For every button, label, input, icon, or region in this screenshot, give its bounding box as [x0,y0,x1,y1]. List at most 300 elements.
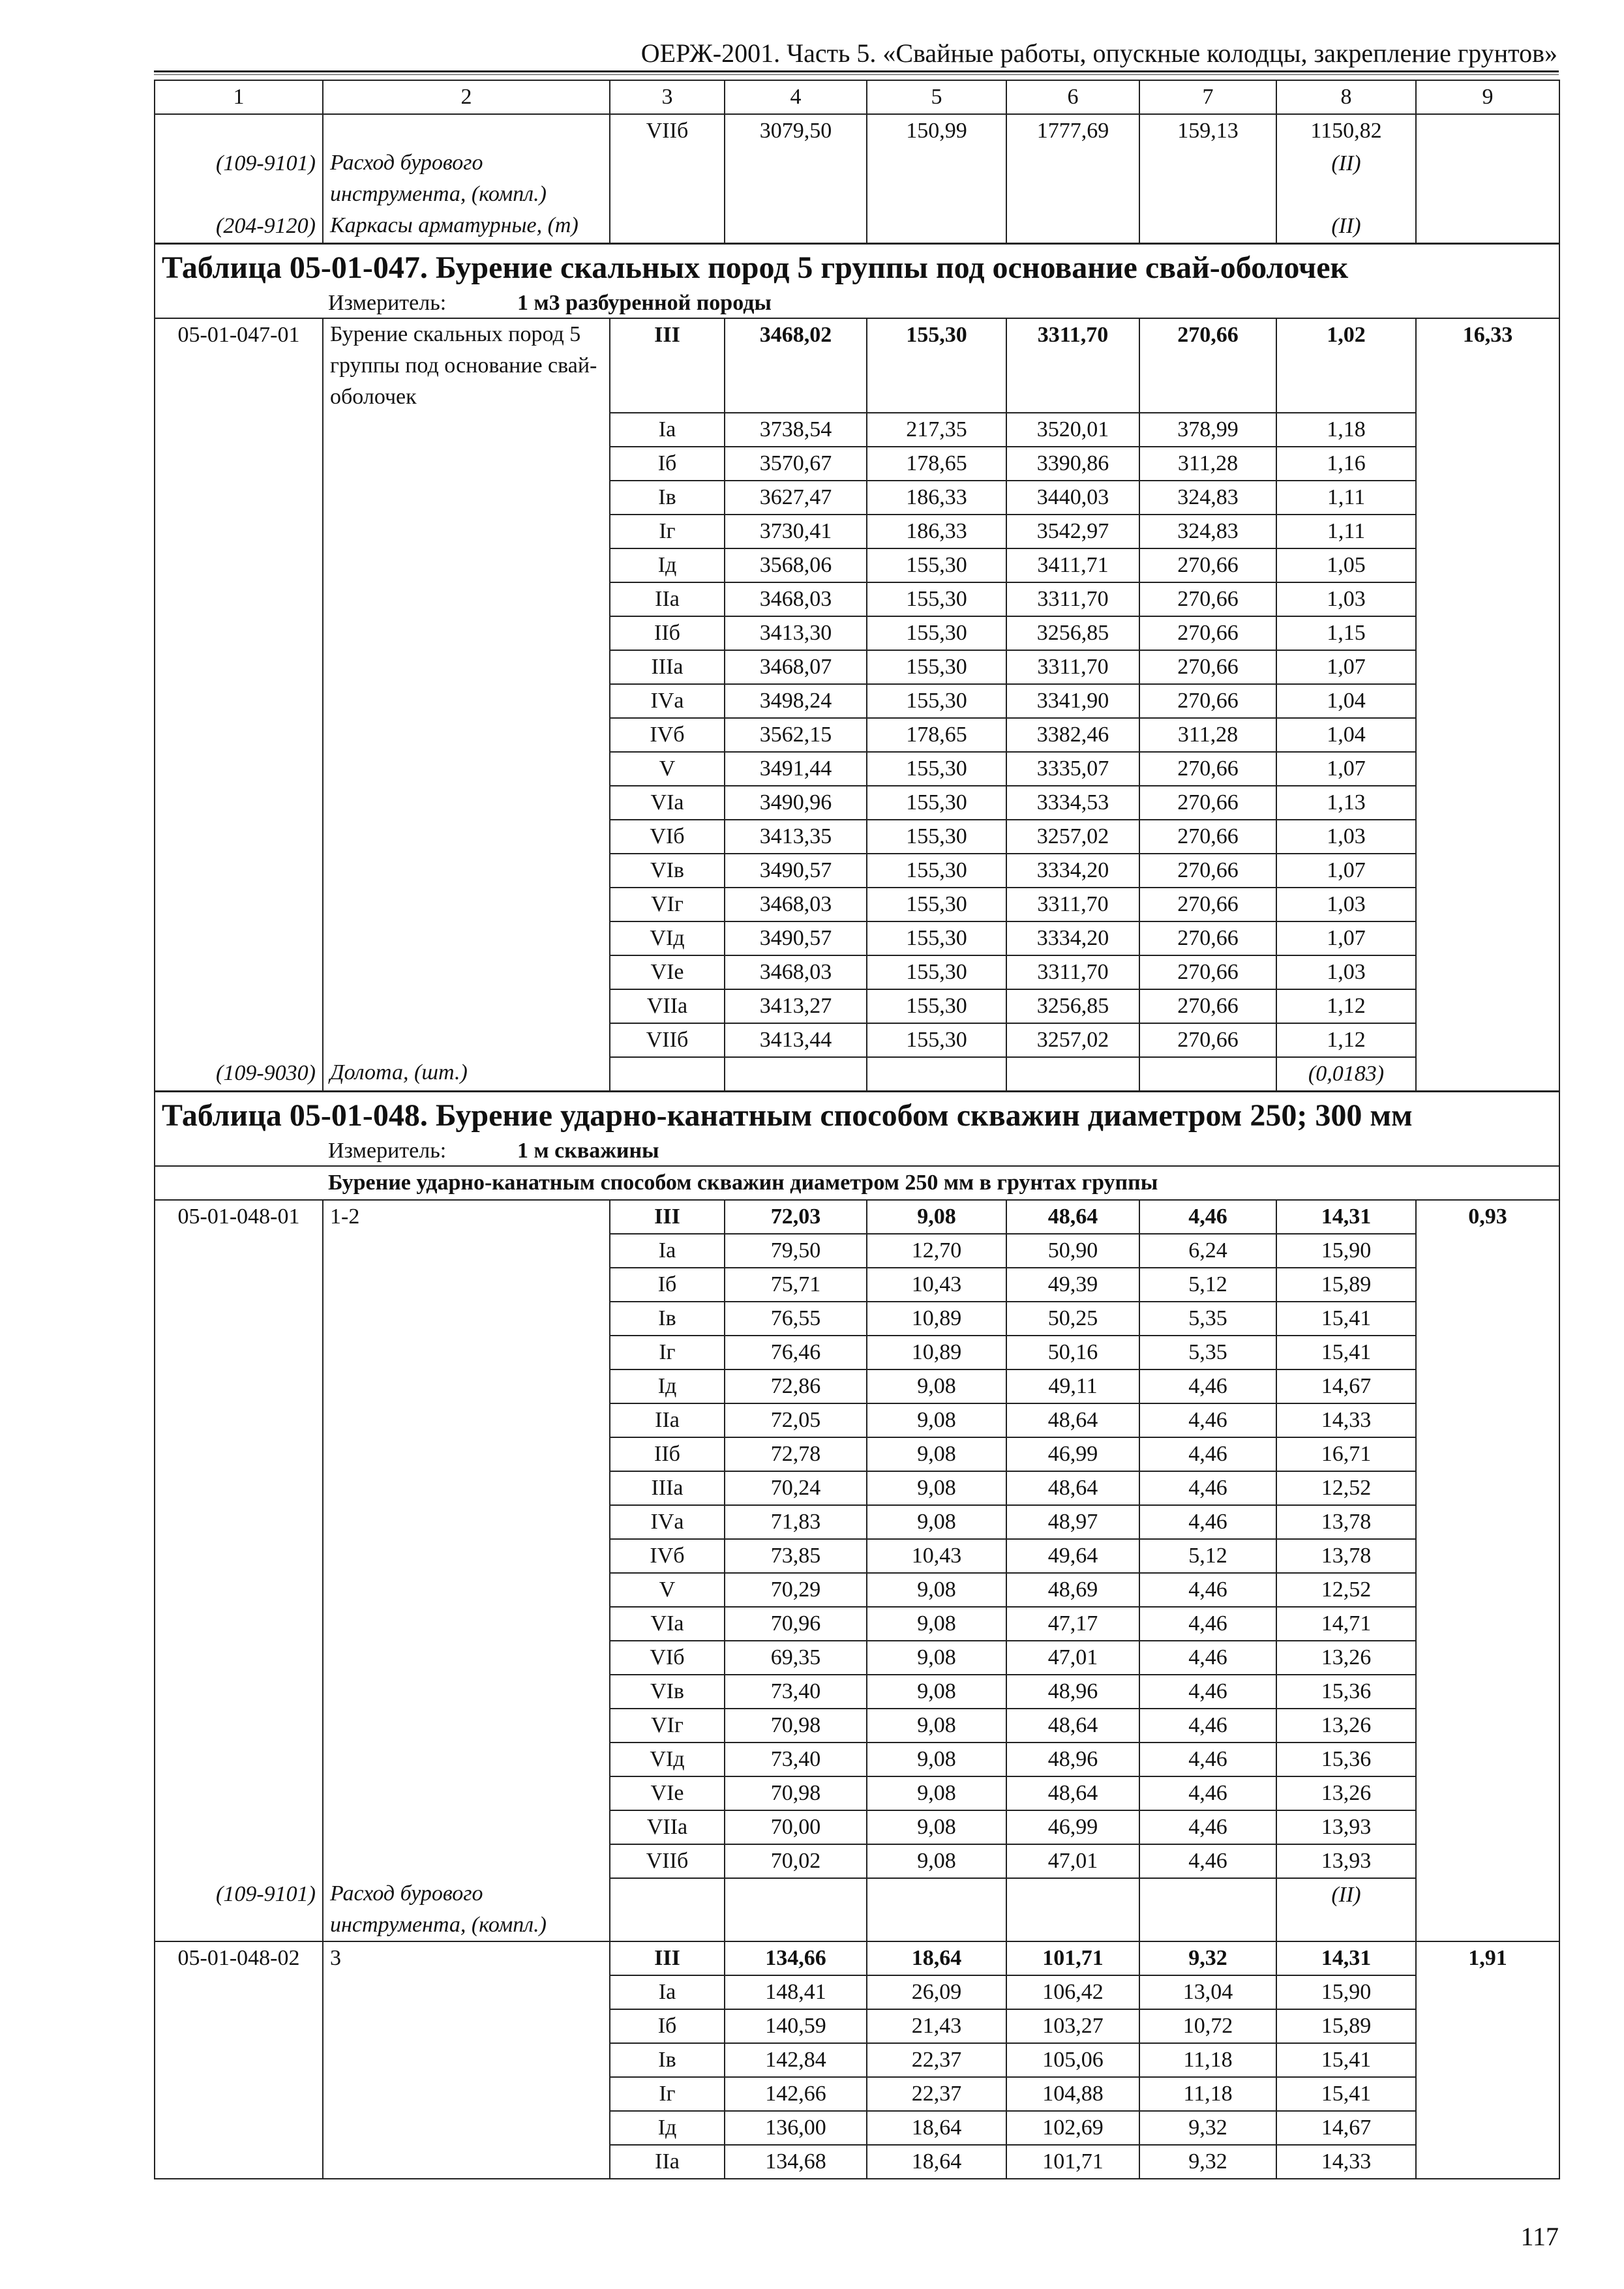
empty-cell [610,210,725,244]
empty-cell [1139,210,1276,244]
name-cell [323,921,610,955]
empty-cell [725,147,867,210]
code-cell [155,1336,323,1369]
value-cell: 4,46 [1139,1369,1276,1403]
value-cell: 9,08 [867,1607,1006,1641]
value-cell: 10,43 [867,1539,1006,1573]
table-row [155,1539,1559,1573]
value-cell: 9,08 [867,1403,1006,1437]
value-cell: 72,05 [725,1403,867,1437]
empty-cell [610,1878,725,1941]
table-row [155,1234,1559,1268]
value-cell: 47,17 [1006,1607,1139,1641]
code-cell [155,447,323,481]
value-cell: Iа [610,413,725,447]
col9-cell [1416,684,1559,718]
value-cell: 13,78 [1276,1539,1416,1573]
col9-cell [1416,1607,1559,1641]
code-cell [155,1675,323,1709]
value-cell: 11,18 [1139,2043,1276,2077]
value-cell: IIа [610,2145,725,2179]
value-cell: 12,52 [1276,1573,1416,1607]
value-cell: 134,68 [725,2145,867,2179]
value-cell: 3490,96 [725,786,867,820]
labor-cost: 0,93 [1416,1200,1559,1234]
value-cell: 15,41 [1276,1336,1416,1369]
value-cell: 270,66 [1139,616,1276,650]
value-cell: 1,12 [1276,1023,1416,1057]
table-row [155,718,1559,752]
value-cell: 72,78 [725,1437,867,1471]
table-row [155,650,1559,684]
value-cell: 155,30 [867,1023,1006,1057]
table-row [155,1607,1559,1641]
code-cell [155,1975,323,2009]
code-cell [155,820,323,854]
table-row [155,1336,1559,1369]
value-cell: 1,03 [1276,955,1416,989]
value-cell: Iб [610,1268,725,1302]
col9-cell [1416,1743,1559,1776]
name-cell [323,515,610,548]
name-cell [323,1234,610,1268]
value-cell: 4,46 [1139,1403,1276,1437]
value-cell: 4,46 [1139,1743,1276,1776]
page-number: 117 [1520,2222,1559,2251]
code-cell [155,1505,323,1539]
col9-cell [1416,2043,1559,2077]
col9-cell [1416,1776,1559,1810]
value-cell: 46,99 [1006,1810,1139,1844]
value-cell: IVа [610,1505,725,1539]
value-cell: 324,83 [1139,481,1276,515]
name-cell [323,2009,610,2043]
value-cell: 270,66 [1139,1023,1276,1057]
empty-cell [867,1878,1006,1941]
value-cell: 6,24 [1139,1234,1276,1268]
col9-cell [1416,1302,1559,1336]
name-cell [323,955,610,989]
code-cell [155,1403,323,1437]
empty-cell [610,1057,725,1092]
value-cell: 5,12 [1139,1268,1276,1302]
value-cell: 26,09 [867,1975,1006,2009]
value-cell: IIа [610,1403,725,1437]
name-cell [323,1403,610,1437]
value-cell: 140,59 [725,2009,867,2043]
value-cell: 3568,06 [725,548,867,582]
value-cell: 3730,41 [725,515,867,548]
table-title: Таблица 05-01-048. Бурение ударно-канатным способом скважин диаметром 250; 300 мм [155,1092,1559,1137]
value-cell: 4,46 [1139,1437,1276,1471]
value-cell: 3311,70 [1006,955,1139,989]
value-cell: IVа [610,684,725,718]
value-cell: 18,64 [867,1941,1006,1975]
value-cell: 13,93 [1276,1844,1416,1878]
rate-code: 05-01-048-01 [155,1200,323,1234]
value-cell: 3468,03 [725,955,867,989]
value-cell: 3335,07 [1006,752,1139,786]
value-cell: 48,64 [1006,1709,1139,1743]
value-cell: 1,03 [1276,820,1416,854]
value-cell: 18,64 [867,2111,1006,2145]
col9-cell [1416,786,1559,820]
value-cell: IIа [610,582,725,616]
empty-cell [1139,1878,1276,1941]
value-cell: 3257,02 [1006,1023,1139,1057]
col9-cell [1416,1539,1559,1573]
code-cell [155,955,323,989]
value-cell: 3413,44 [725,1023,867,1057]
value-cell: 155,30 [867,888,1006,921]
col9-cell [1416,1505,1559,1539]
col9-cell [1416,616,1559,650]
name-cell [323,1776,610,1810]
table-row [155,786,1559,820]
value-cell: 46,99 [1006,1437,1139,1471]
col9-cell [1416,955,1559,989]
resource-code: (109-9101) [155,147,323,210]
value-cell: 70,96 [725,1607,867,1641]
value-cell: 3491,44 [725,752,867,786]
code-cell [155,989,323,1023]
value-cell: 9,32 [1139,2145,1276,2179]
value-cell: 1,03 [1276,888,1416,921]
value-cell: Iв [610,1302,725,1336]
col9-cell [1416,1268,1559,1302]
value-cell: VIв [610,1675,725,1709]
value-cell: Iа [610,1234,725,1268]
value-cell: 5,35 [1139,1302,1276,1336]
value-cell: 155,30 [867,650,1006,684]
value-cell: VIIа [610,1810,725,1844]
table-row [155,1369,1559,1403]
table-row [155,1268,1559,1302]
col9-cell [1416,447,1559,481]
value-cell: Iа [610,1975,725,2009]
table-row [155,1709,1559,1743]
table-row [155,1437,1559,1471]
name-cell [323,1336,610,1369]
value-cell: 48,97 [1006,1505,1139,1539]
value-cell: 3413,27 [725,989,867,1023]
value-cell: 1,15 [1276,616,1416,650]
value-cell: 10,89 [867,1302,1006,1336]
value-cell: 178,65 [867,447,1006,481]
value-cell: 13,26 [1276,1776,1416,1810]
column-number: 6 [1006,80,1139,114]
value-cell: 10,43 [867,1268,1006,1302]
col9-cell [1416,1641,1559,1675]
value-cell: 101,71 [1006,2145,1139,2179]
value-cell: 270,66 [1139,650,1276,684]
value-cell: 3334,20 [1006,854,1139,888]
value-cell: 9,32 [1139,1941,1276,1975]
table-title: Таблица 05-01-047. Бурение скальных пород 5 группы под основание свай-оболочек [155,244,1559,290]
labor-cost: 16,33 [1416,318,1559,413]
value-cell: 49,11 [1006,1369,1139,1403]
value-cell: 134,66 [725,1941,867,1975]
value-cell: 1,07 [1276,650,1416,684]
table-row [155,989,1559,1023]
value-cell: 1,05 [1276,548,1416,582]
value-cell: 3382,46 [1006,718,1139,752]
col9-cell [1416,752,1559,786]
value-cell: 15,89 [1276,2009,1416,2043]
table-row [155,318,1559,413]
table-title-row [155,1092,1559,1137]
col9-cell [1416,1975,1559,2009]
value-cell: 3390,86 [1006,447,1139,481]
value-cell: 324,83 [1139,515,1276,548]
value-cell: 178,65 [867,718,1006,752]
rate-name: 3 [323,1941,610,1975]
value-cell: 3490,57 [725,921,867,955]
resource-name: Расход бурового инструмента, (компл.) [323,147,610,210]
table-row [155,921,1559,955]
table-row [155,1641,1559,1675]
measure-cell [155,289,1559,318]
value-cell: 73,40 [725,1675,867,1709]
value-cell: 4,46 [1139,1675,1276,1709]
value-cell: 4,46 [1139,1200,1276,1234]
value-cell: 1,11 [1276,515,1416,548]
table-row [155,515,1559,548]
code-cell [155,1743,323,1776]
value-cell: 1,04 [1276,718,1416,752]
col9-cell [1416,481,1559,515]
col9-cell [1416,854,1559,888]
value-cell: 15,41 [1276,2077,1416,2111]
measure-label: Измеритель: [328,291,447,315]
col9-cell [1416,1234,1559,1268]
value-cell: 1,07 [1276,752,1416,786]
value-cell: 4,46 [1139,1573,1276,1607]
header-rule-thin [154,74,1559,75]
name-cell [323,684,610,718]
value-cell: 155,30 [867,318,1006,413]
value-cell: 48,64 [1006,1200,1139,1234]
value-cell: 50,90 [1006,1234,1139,1268]
name-cell [323,1709,610,1743]
value-cell: IIб [610,1437,725,1471]
table-row [155,1200,1559,1234]
table-row [155,2145,1559,2179]
value-cell: 9,08 [867,1369,1006,1403]
value-cell: 9,08 [867,1776,1006,1810]
value-cell: 186,33 [867,515,1006,548]
value-cell: 10,72 [1139,2009,1276,2043]
code-cell [155,786,323,820]
code-cell [155,1573,323,1607]
code-cell [155,1776,323,1810]
col9-cell [1416,1573,1559,1607]
value-cell: 15,36 [1276,1743,1416,1776]
value-cell: 142,84 [725,2043,867,2077]
code-cell [155,1302,323,1336]
value-cell: 76,55 [725,1302,867,1336]
name-cell [323,1505,610,1539]
value-cell: 9,08 [867,1743,1006,1776]
value-cell: 3257,02 [1006,820,1139,854]
table-row [155,481,1559,515]
col9-cell [1416,921,1559,955]
value-cell: 9,08 [867,1505,1006,1539]
value-cell: 79,50 [725,1234,867,1268]
value-cell: 9,08 [867,1810,1006,1844]
value-cell: 102,69 [1006,2111,1139,2145]
value-cell: 3334,20 [1006,921,1139,955]
value-cell: 270,66 [1139,854,1276,888]
rate-name: 1-2 [323,1200,610,1234]
code-cell [155,2077,323,2111]
value-cell: 15,90 [1276,1234,1416,1268]
table-row [155,1471,1559,1505]
value-cell: 14,31 [1276,1200,1416,1234]
resource-code: (109-9030) [155,1057,323,1092]
table-row [155,1573,1559,1607]
name-cell [323,820,610,854]
value-cell: 311,28 [1139,447,1276,481]
table-row [155,582,1559,616]
value-cell: Iв [610,2043,725,2077]
empty-cell [725,1057,867,1092]
name-cell [323,1607,610,1641]
rate-code: 05-01-048-02 [155,1941,323,1975]
table-row [155,1810,1559,1844]
value-cell: 47,01 [1006,1641,1139,1675]
value-cell: Iг [610,1336,725,1369]
value-cell: 3311,70 [1006,582,1139,616]
name-cell [323,2111,610,2145]
name-cell [323,1573,610,1607]
col9-cell [1416,1403,1559,1437]
rates-table [154,80,1560,2179]
value-cell: 4,46 [1139,1607,1276,1641]
name-cell [323,650,610,684]
code-cell [155,413,323,447]
col9-cell [1416,1023,1559,1057]
table-title-row [155,244,1559,290]
code-cell [155,2043,323,2077]
value-cell: 70,02 [725,1844,867,1878]
name-cell [323,616,610,650]
resource-code: (109-9101) [155,1878,323,1941]
name-cell [323,114,610,147]
value-cell: 1,11 [1276,481,1416,515]
value-cell: 270,66 [1139,548,1276,582]
value-cell: 50,16 [1006,1336,1139,1369]
value-cell: 9,08 [867,1573,1006,1607]
col9-cell [1416,989,1559,1023]
value-cell: 72,03 [725,1200,867,1234]
value-cell: 4,46 [1139,1641,1276,1675]
resource-unit: (0,0183) [1276,1057,1416,1092]
column-number: 1 [155,80,323,114]
empty-cell [867,210,1006,244]
measure-row [155,289,1559,318]
value-cell: 270,66 [1139,582,1276,616]
name-cell [323,582,610,616]
table-row [155,1302,1559,1336]
header-rule [154,70,1559,72]
col9-cell [1416,820,1559,854]
col9-cell [1416,582,1559,616]
value-cell: 4,46 [1139,1471,1276,1505]
value-cell: VIг [610,888,725,921]
code-cell [155,1844,323,1878]
rate-name: Бурение скальных пород 5 группы под основание свай-оболочек [323,318,610,413]
value-cell: Iг [610,2077,725,2111]
name-cell [323,1023,610,1057]
column-number: 2 [323,80,610,114]
value-cell: 1,12 [1276,989,1416,1023]
value-cell: 12,70 [867,1234,1006,1268]
value-cell: 3468,07 [725,650,867,684]
col9-cell [1416,2077,1559,2111]
value-cell: 9,08 [867,1641,1006,1675]
name-cell [323,1641,610,1675]
value-cell: 3334,53 [1006,786,1139,820]
col9-cell [1416,1844,1559,1878]
value-cell: 5,35 [1139,1336,1276,1369]
col9-cell [1416,548,1559,582]
resource-unit: (II) [1276,147,1416,210]
value-cell: 72,86 [725,1369,867,1403]
value-cell: 48,96 [1006,1743,1139,1776]
value-cell: 70,29 [725,1573,867,1607]
value-cell: 69,35 [725,1641,867,1675]
labor-cost: 1,91 [1416,1941,1559,1975]
empty-cell [610,147,725,210]
value-cell: 105,06 [1006,2043,1139,2077]
value-cell: 15,90 [1276,1975,1416,2009]
table-row [155,955,1559,989]
value-cell: 103,27 [1006,2009,1139,2043]
table-row [155,2077,1559,2111]
code-cell [155,481,323,515]
value-cell: 155,30 [867,752,1006,786]
value-cell: 13,26 [1276,1709,1416,1743]
col9-cell [1416,1709,1559,1743]
value-cell: 9,08 [867,1675,1006,1709]
subheader-row [155,1166,1559,1200]
value-cell: 155,30 [867,582,1006,616]
col9-cell [1416,1437,1559,1471]
name-cell [323,1437,610,1471]
value-cell: 73,85 [725,1539,867,1573]
value-cell: 70,98 [725,1709,867,1743]
name-cell [323,1675,610,1709]
value-cell: 15,36 [1276,1675,1416,1709]
value-cell: 3341,90 [1006,684,1139,718]
value-cell: 155,30 [867,616,1006,650]
value-cell: 3411,71 [1006,548,1139,582]
value-cell: 3311,70 [1006,888,1139,921]
code-cell [155,616,323,650]
table-row [155,854,1559,888]
value-cell: IIIа [610,1471,725,1505]
name-cell [323,786,610,820]
column-number: 9 [1416,80,1559,114]
value-cell: V [610,752,725,786]
code-cell [155,1234,323,1268]
value-cell: 1,18 [1276,413,1416,447]
value-cell: 311,28 [1139,718,1276,752]
value-cell: 155,30 [867,786,1006,820]
value-cell: 1150,82 [1276,114,1416,147]
col9-cell [1416,114,1559,147]
